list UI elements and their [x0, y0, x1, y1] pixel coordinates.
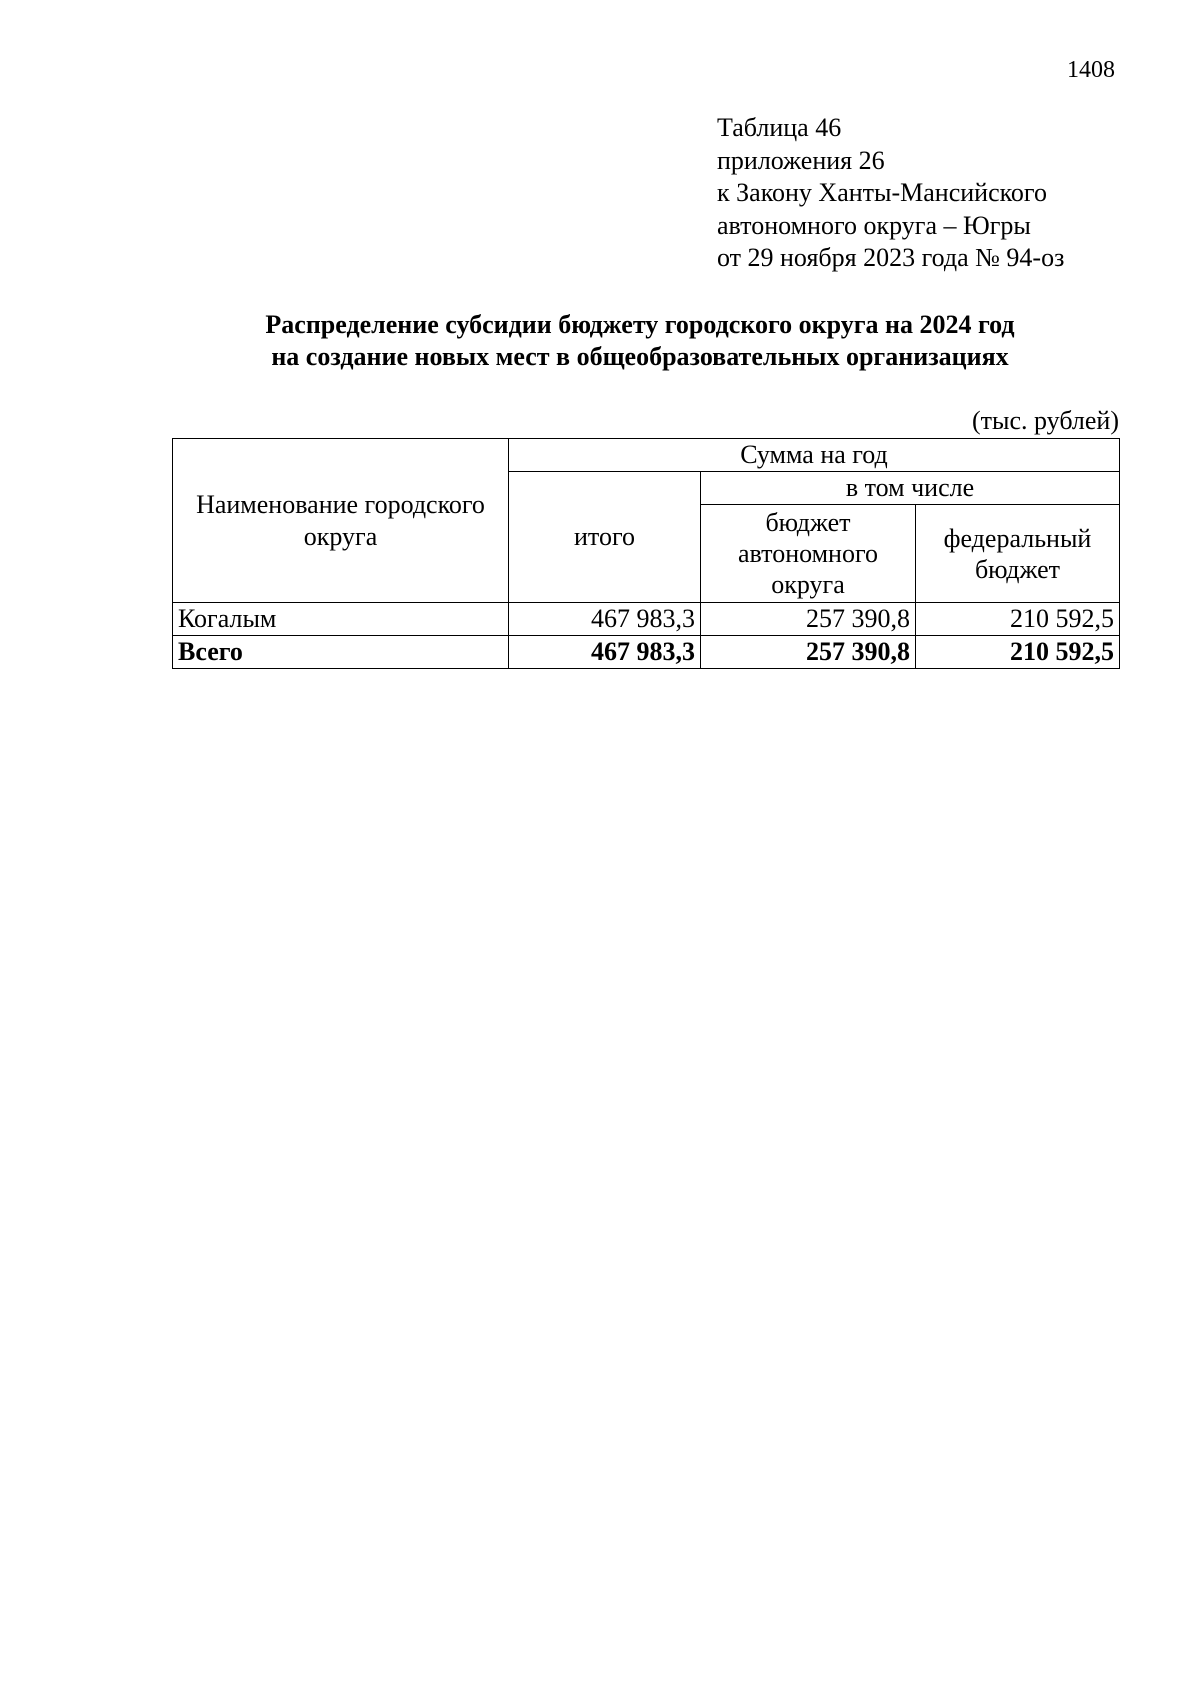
table-row	[173, 603, 1120, 636]
total-amount: 467 983,3	[509, 603, 701, 636]
document-title-line-1: Распределение субсидии бюджету городского округа на 2024 год	[265, 310, 1015, 339]
appendix-header-line: автономного округа – Югры	[717, 210, 1031, 240]
document-title	[160, 309, 1120, 373]
federal-budget-amount: 210 592,5	[916, 603, 1120, 636]
column-header-regional-budget: бюджет автономного округа	[701, 505, 916, 603]
regional-budget-amount: 257 390,8	[701, 603, 916, 636]
grand-total-federal: 210 592,5	[916, 636, 1120, 669]
units-note: (тыс. рублей)	[971, 406, 1119, 435]
grand-total-amount: 467 983,3	[509, 636, 701, 669]
appendix-header-line: от 29 ноября 2023 года № 94-оз	[717, 243, 1065, 272]
appendix-header-line: Таблица 46	[717, 113, 842, 142]
column-header-annual-sum: Сумма на год	[509, 439, 1120, 472]
column-header-federal-budget: федеральный бюджет	[916, 505, 1120, 603]
column-header-including: в том числе	[701, 472, 1120, 505]
column-header-municipality: Наименование городского округа	[173, 439, 509, 603]
table-total-row	[173, 636, 1120, 669]
column-header-total: итого	[509, 472, 701, 603]
page-number: 1408	[1067, 57, 1115, 83]
document-title-line-2: на создание новых мест в общеобразовательных организациях	[271, 342, 1009, 371]
appendix-header-line: к Закону Ханты-Мансийского	[717, 178, 1047, 207]
appendix-header-line: приложения 26	[717, 145, 885, 175]
grand-total-label: Всего	[173, 636, 509, 669]
grand-total-regional: 257 390,8	[701, 636, 916, 669]
subsidy-table	[172, 438, 1120, 669]
municipality-name: Когалым	[173, 603, 509, 636]
appendix-header	[717, 112, 1064, 275]
